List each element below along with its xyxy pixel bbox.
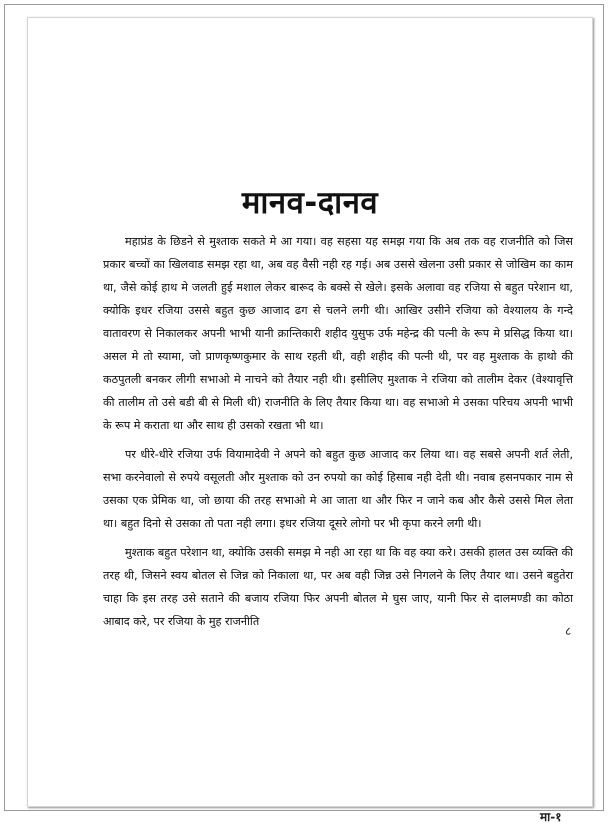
paragraph: पर धीरे-धीरे रजिया उर्फ वियामादेवी ने अपने को बहुत कुछ आजाद कर लिया था। वह सबसे अपनी शर्त लेती, सभा करनेवालो से रुपये वसूलती और मुश्ताक को उन रुपयो का कोई हिसाब नही देती थी। नवाब हसनपकार नाम से उसका एक प्रेमिक था, जो छाया की तरह सभाओ मे आ जाता था और फिर न जाने कब और कैसे उससे मिल लेता था। बहुत दिनो से उसका तो पता नही लगा। इधर रजिया दूसरे लोगो पर भी कृपा करने लगी थी। xyxy=(103,448,573,530)
page-footer: मा-१ xyxy=(540,810,562,824)
paragraph: मुश्ताक बहुत परेशान था, क्योकि उसकी समझ मे नही आ रहा था कि वह क्या करे। उसकी हालत उस व्यक्ति की तरह थी, जिसने स्वय बोतल से जिन्न को निकाला था, पर अब वही जिन्न उसे निगलने के लिए तैयार था। उसने बहुतेरा चाहा कि इस तरह उसे सताने की बजाय रजिया फिर अपनी बोतल मे घुस जाए, यानी फिर से दालमण्डी का कोठा आबाद करे, पर रजिया के मुह राजनीति xyxy=(103,546,573,628)
document-frame xyxy=(4,4,604,824)
marginal-mark: ८ xyxy=(565,624,572,638)
paragraph: महाप्रंड के छिडने से मुश्ताक सकते मे आ गया। वह सहसा यह समझ गया कि अब तक वह राजनीति को जिस प्रकार बच्चों का खिलवाड समझ रहा था, अब वह वैसी नही रह गई। अब उससे खेलना उसी प्रकार से जोखिम का काम था, जैसे कोई हाथ मे जलती हुई मशाल लेकर बारूद के बक्से से खेले। इसके अलावा वह रजिया से बहुत परेशान था, क्योकि इधर रजिया उससे बहुत कुछ आजाद ढग से चलने लगी थी। आखिर उसीने रजिया को वेश्यालय के गन्दे वातावरण से निकालकर अपनी भाभी यानी क्रान्तिकारी शहीद युसुफ उर्फ महेन्द्र की पत्नी के रूप मे प्रसिद्ध किया था। असल मे तो स्यामा, जो प्राणकृष्णकुमार के साथ रहती थी, वही शहीद की पत्नी थी, पर वह मुश्ताक के हाथो की कठपुतली बनकर लीगी सभाओ मे नाचने को तैयार नही थी। इसीलिए मुश्ताक ने रजिया को तालीम देकर (वेश्यावृत्ति की तालीम तो उसे बडी बी से मिली थी) राजनीति के लिए तैयार किया था। वह सभाओ मे उसका परिचय अपनी भाभी के रूप मे कराता था और साथ ही उसको रखता भी था। xyxy=(103,235,573,432)
chapter-title: मानव-दानव xyxy=(241,185,379,221)
book-page xyxy=(27,17,593,824)
body-text xyxy=(103,230,573,633)
